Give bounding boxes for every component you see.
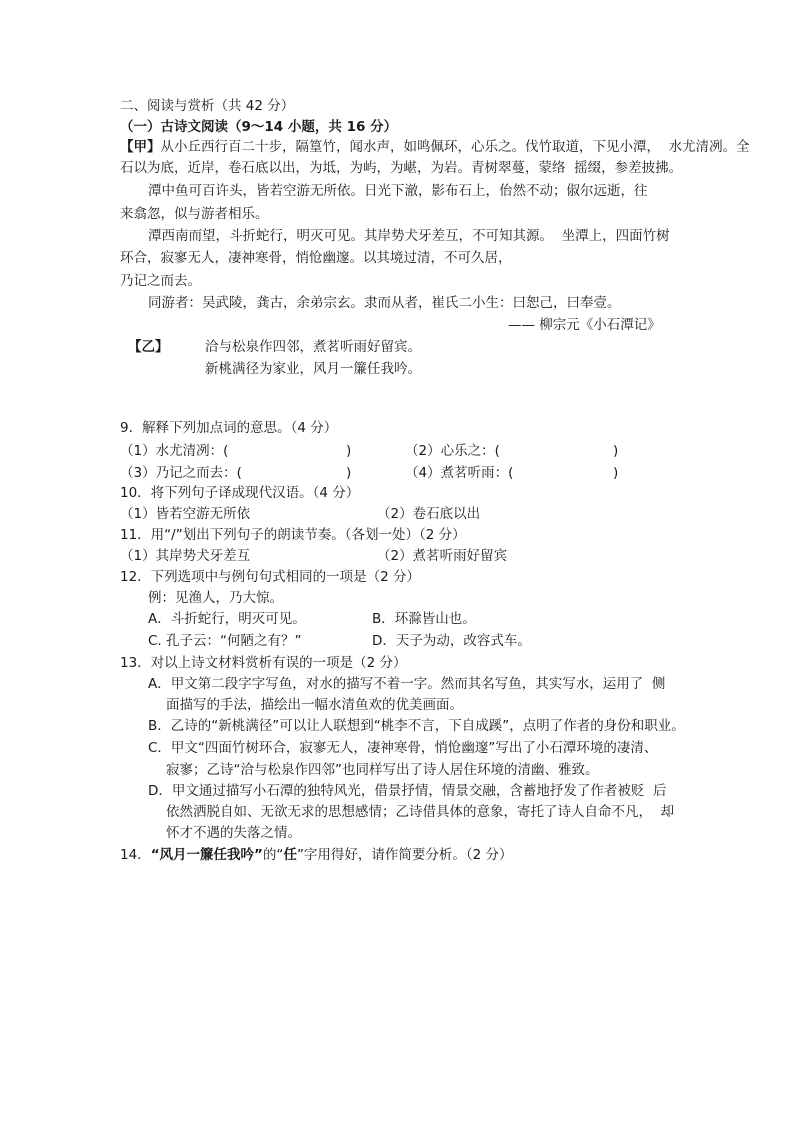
question-13-line-6: D．甲文通过描写小石潭的独特风光，借景抒情，情景交融，含蓄地抒发了作者被贬 后: [148, 783, 667, 799]
section-title: 二、阅读与赏析（共 42 分）: [120, 98, 295, 114]
question-9-item-4-close: ): [613, 465, 619, 481]
question-9-item-1-close: ): [346, 443, 352, 459]
subsection-title: （一）古诗文阅读（9～14 小题，共 16 分）: [120, 119, 398, 135]
passage-jia-line-5: 潭西南而望，斗折蛇行，明灭可见。其岸势犬牙差互，不可知其源。 坐潭上，四面竹树: [148, 228, 670, 244]
question-10-item-2: （2）卷石底以出: [377, 506, 481, 522]
poem-yi-line-2: 新桃满径为家业，风月一簾任我吟。: [205, 361, 421, 377]
question-12-option-a: A．斗折蛇行，明灭可见。: [148, 611, 306, 627]
question-11-item-1: （1）其岸势犬牙差互: [120, 548, 251, 564]
question-9-item-1: （1）水尤清冽：(: [120, 443, 229, 459]
question-12-stem: 12．下列选项中与例句句式相同的一项是（2 分）: [120, 569, 421, 585]
question-13-stem: 13．对以上诗文材料赏析有误的一项是（2 分）: [120, 655, 407, 671]
passage-jia-source: —— 柳宗元《小石潭记》: [508, 317, 661, 333]
passage-jia-line-1: [120, 137, 750, 157]
question-9-item-3: （3）乃记之而去：(: [120, 465, 242, 481]
question-9-item-3-close: ): [346, 465, 352, 481]
question-13-line-5: 寂寥；乙诗“洽与松泉作四邻”也同样写出了诗人居住环境的清幽、雅致。: [166, 762, 599, 778]
passage-jia-text: 从小丘西行百二十步，隔篁竹，闻水声，如鸣佩环，心乐之。伐竹取道，下见小潭， 水尤清冽。全: [160, 139, 750, 155]
question-13-line-4: C．甲文“四面竹树环合，寂寥无人，凄神寒骨，悄怆幽邃”写出了小石潭环境的凄清、: [148, 740, 658, 756]
question-13-line-3: B．乙诗的“新桃满径”可以让人联想到“桃李不言，下自成蹊”，点明了作者的身份和职业。: [148, 718, 685, 734]
question-10-stem: 10．将下列句子译成现代汉语。（4 分）: [120, 485, 360, 501]
passage-jia-line-3: 潭中鱼可百许头，皆若空游无所依。日光下澈，影布石上，佁然不动；俶尔远逝，往: [148, 183, 648, 199]
question-14-quote: “风月一簾任我吟”: [150, 847, 263, 863]
question-13-line-2: 面描写的手法，描绘出一幅水清鱼欢的优美画面。: [166, 697, 463, 713]
passage-jia-line-4: 来翕忽，似与游者相乐。: [120, 206, 269, 222]
question-10-item-1: （1）皆若空游无所依: [120, 506, 251, 522]
poem-yi-line-1: 洽与松泉作四邻，煮茗听雨好留宾。: [205, 339, 421, 355]
question-11-item-2: （2）煮茗听雨好留宾: [377, 548, 508, 564]
question-13-line-1: A．甲文第二段字字写鱼，对水的描写不着一字。然而其名写鱼，其实写水，运用了 侧: [148, 676, 666, 692]
question-14-char: 任: [283, 847, 297, 863]
question-14-number: 14．: [120, 847, 151, 863]
question-12-example: 例：见渔人，乃大惊。: [148, 590, 283, 606]
passage-jia-line-8: 同游者：吴武陵，龚古，余弟宗玄。隶而从者，崔氏二小生：曰恕己，曰奉壹。: [148, 295, 621, 311]
question-12-option-b: B．环滁皆山也。: [372, 611, 476, 627]
question-9-item-2-close: ): [613, 443, 619, 459]
question-9-item-4: （4）煮茗听雨：(: [405, 465, 514, 481]
question-12-option-c: C. 孔子云：“何陋之有？”: [148, 633, 302, 649]
question-14: [120, 845, 513, 865]
question-9-stem: 9．解释下列加点词的意思。（4 分）: [120, 420, 338, 436]
question-13-line-8: 怀才不遇的失落之情。: [166, 825, 301, 841]
poem-yi-tag: 【乙】: [128, 339, 169, 355]
question-9-item-2: （2）心乐之：(: [405, 443, 500, 459]
question-14-rest: ”字用得好，请作简要分析。（2 分）: [296, 847, 513, 863]
passage-jia-line-2: 石以为底，近岸，卷石底以出，为坻，为屿，为嵁，为岩。青树翠蔓，蒙络 摇缀，参差披拂。: [120, 160, 683, 176]
question-11-stem: 11．用“/”划出下列句子的朗读节奏。（各划一处）（2 分）: [120, 527, 466, 543]
passage-jia-tag: 【甲】: [120, 139, 161, 155]
passage-jia-line-6: 环合，寂寥无人，凄神寒骨，悄怆幽邃。以其境过清，不可久居，: [120, 250, 512, 266]
question-14-mid: 的“: [262, 847, 284, 863]
question-13-line-7: 依然洒脱自如、无欲无求的思想感情；乙诗借具体的意象，寄托了诗人自命不凡， 却: [166, 804, 675, 820]
passage-jia-line-7: 乃记之而去。: [120, 273, 201, 289]
question-12-option-d: D．天子为动，改容式车。: [372, 633, 531, 649]
